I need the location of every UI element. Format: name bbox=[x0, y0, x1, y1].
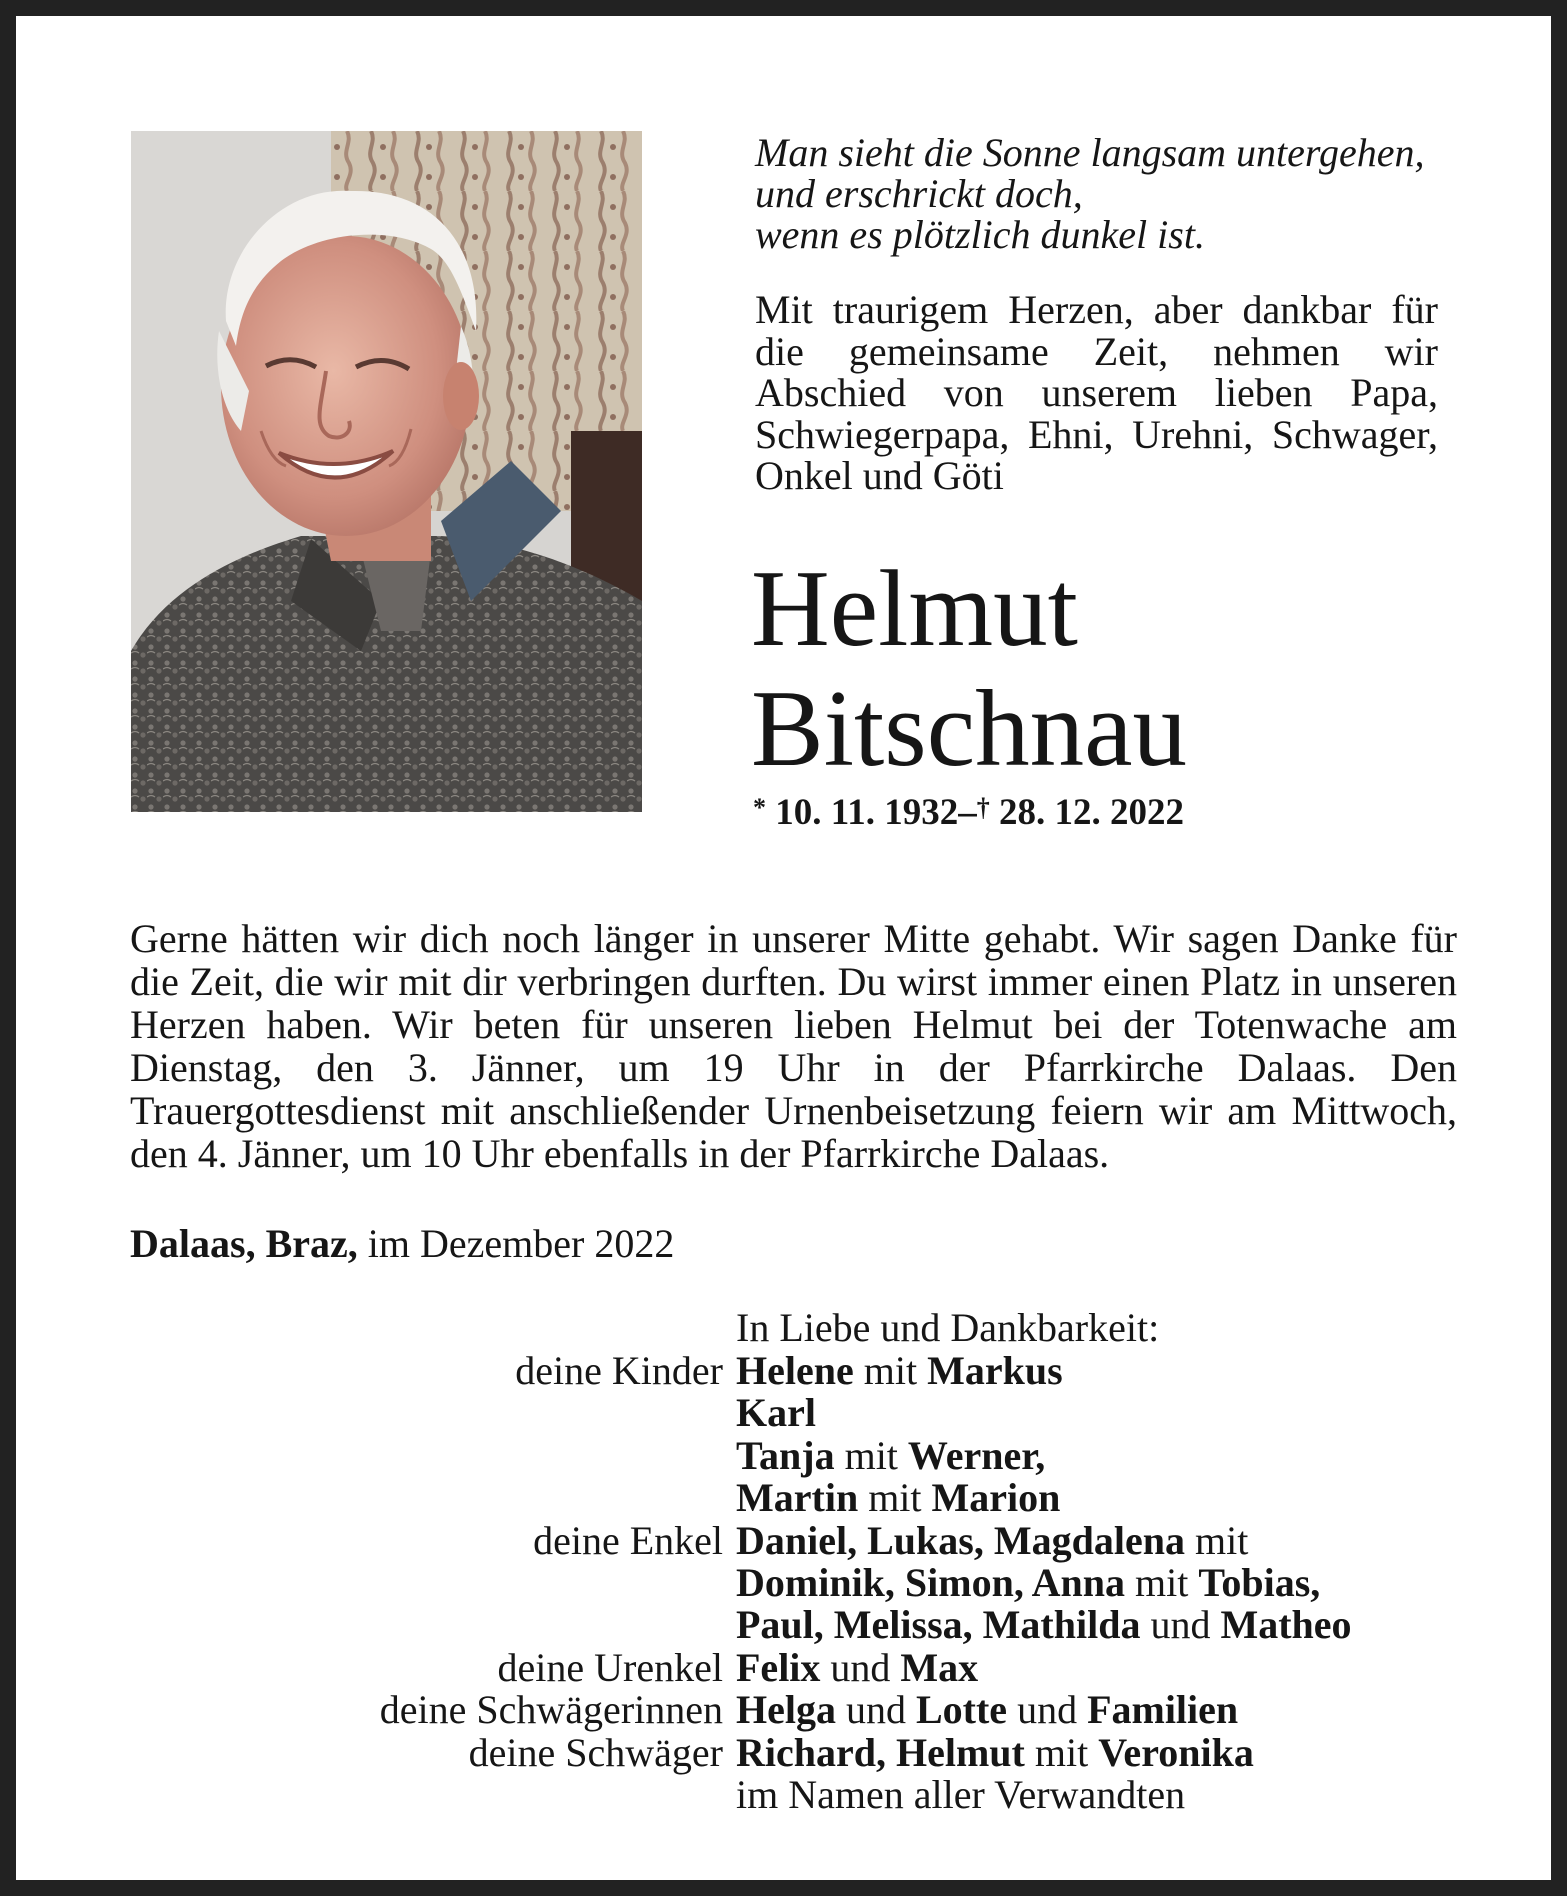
name-helene: Helene bbox=[736, 1348, 854, 1393]
family-names bbox=[736, 1392, 816, 1434]
family-row bbox=[16, 1771, 1551, 1817]
death-date: 28. 12. 2022 bbox=[998, 792, 1184, 833]
place-date-line bbox=[130, 1222, 674, 1266]
word-und: und bbox=[845, 1687, 906, 1733]
name-tobias: Tobias, bbox=[1198, 1559, 1321, 1605]
poem-line: und erschrickt doch, bbox=[755, 171, 1083, 216]
name-karl: Karl bbox=[736, 1390, 816, 1436]
name-martin: Martin bbox=[736, 1475, 859, 1521]
family-names bbox=[736, 1689, 1238, 1731]
word-mit: mit bbox=[844, 1432, 898, 1478]
name-werner: Werner, bbox=[907, 1432, 1046, 1478]
name-tanja: Tanja bbox=[736, 1432, 835, 1478]
word-und: und bbox=[1150, 1602, 1211, 1648]
name-max: Max bbox=[900, 1644, 979, 1690]
poem-line: Man sieht die Sonne langsam untergehen, bbox=[755, 130, 1425, 175]
word-und: und bbox=[1017, 1687, 1078, 1733]
poem-quote bbox=[755, 132, 1455, 255]
closing-greeting: In Liebe und Dankbarkeit: bbox=[736, 1305, 1160, 1350]
family-names bbox=[736, 1559, 1321, 1605]
birth-date: 10. 11. 1932 bbox=[775, 792, 959, 833]
family-names bbox=[736, 1432, 1046, 1478]
family-names bbox=[736, 1644, 979, 1690]
names-enkel-1: Daniel, Lukas, Magdalena bbox=[736, 1517, 1185, 1563]
family-list bbox=[16, 1350, 1551, 1816]
word-mit: mit bbox=[863, 1348, 918, 1393]
place-date: im Dezember 2022 bbox=[367, 1221, 675, 1266]
family-row bbox=[16, 1559, 1551, 1605]
names-schwaeger: Richard, Helmut bbox=[736, 1729, 1025, 1775]
word-mit: mit bbox=[868, 1475, 922, 1521]
obituary-notice bbox=[16, 16, 1551, 1880]
family-row bbox=[16, 1350, 1551, 1392]
family-label: deine Schwägerinnen bbox=[379, 1687, 723, 1733]
names-enkel-2: Dominik, Simon, Anna bbox=[736, 1559, 1126, 1605]
word-mit: mit bbox=[1135, 1559, 1189, 1605]
deceased-name bbox=[751, 549, 1501, 789]
name-lotte: Lotte bbox=[915, 1687, 1008, 1733]
family-label: deine Schwäger bbox=[468, 1729, 723, 1775]
family-names bbox=[736, 1350, 1063, 1392]
name-marion: Marion bbox=[931, 1475, 1061, 1521]
portrait-photo-image bbox=[131, 131, 642, 812]
family-row bbox=[16, 1517, 1551, 1563]
family-final-line: im Namen aller Verwandten bbox=[736, 1771, 1186, 1817]
word-und: und bbox=[830, 1644, 891, 1690]
word-mit: mit bbox=[1194, 1517, 1249, 1563]
family-names bbox=[736, 1517, 1249, 1563]
family-row bbox=[16, 1604, 1551, 1646]
first-name: Helmut bbox=[751, 548, 1078, 669]
family-row bbox=[16, 1477, 1551, 1519]
name-veronika: Veronika bbox=[1098, 1729, 1254, 1775]
family-row bbox=[16, 1432, 1551, 1478]
birth-symbol: * bbox=[753, 793, 766, 822]
name-markus: Markus bbox=[927, 1348, 1063, 1393]
name-helga: Helga bbox=[736, 1687, 836, 1733]
family-label: deine Urenkel bbox=[497, 1644, 723, 1690]
date-separator: – bbox=[958, 792, 977, 833]
family-row bbox=[16, 1689, 1551, 1731]
main-paragraph: Gerne hätten wir dich noch länger in unserer Mitte gehabt. Wir sagen Danke für die Zeit, die wir mit dir verbringen durften. Du wirst immer einen Platz in unseren Herzen haben. Wir beten für unseren lieben Helmut bei der Totenwache am Dienstag, den 3. Jänner, um 19 Uhr in der Pfarrkirche Dalaas. Den Trauergottesdienst mit anschließender Urnenbeisetzung feiern wir am Mittwoch, den 4. Jänner, um 10 Uhr ebenfalls in der Pfarrkirche Dalaas. bbox=[130, 916, 1457, 1176]
family-row bbox=[16, 1392, 1551, 1434]
family-names bbox=[736, 1477, 1060, 1519]
family-names bbox=[736, 1604, 1352, 1646]
name-familien: Familien bbox=[1087, 1687, 1239, 1733]
word-mit: mit bbox=[1034, 1729, 1089, 1775]
name-matheo: Matheo bbox=[1220, 1602, 1352, 1648]
portrait-photo bbox=[131, 131, 642, 812]
family-label: deine Enkel bbox=[533, 1517, 723, 1563]
family-label: deine Kinder bbox=[515, 1348, 723, 1393]
family-names bbox=[736, 1729, 1254, 1775]
death-symbol: † bbox=[976, 793, 990, 822]
family-row bbox=[16, 1729, 1551, 1775]
place-location: Dalaas, Braz, bbox=[130, 1221, 358, 1266]
names-enkel-3: Paul, Melissa, Mathilda bbox=[736, 1602, 1141, 1648]
family-row bbox=[16, 1644, 1551, 1690]
intro-paragraph: Mit traurigem Herzen, aber dankbar für die gemeinsame Zeit, nehmen wir Abschied von unserem lieben Papa, Schwiegerpapa, Ehni, Urehni, Schwager, Onkel und Göti bbox=[755, 287, 1438, 498]
poem-line: wenn es plötzlich dunkel ist. bbox=[755, 212, 1205, 257]
life-dates bbox=[753, 786, 1184, 835]
name-felix: Felix bbox=[736, 1644, 821, 1690]
last-name: Bitschnau bbox=[751, 668, 1187, 789]
